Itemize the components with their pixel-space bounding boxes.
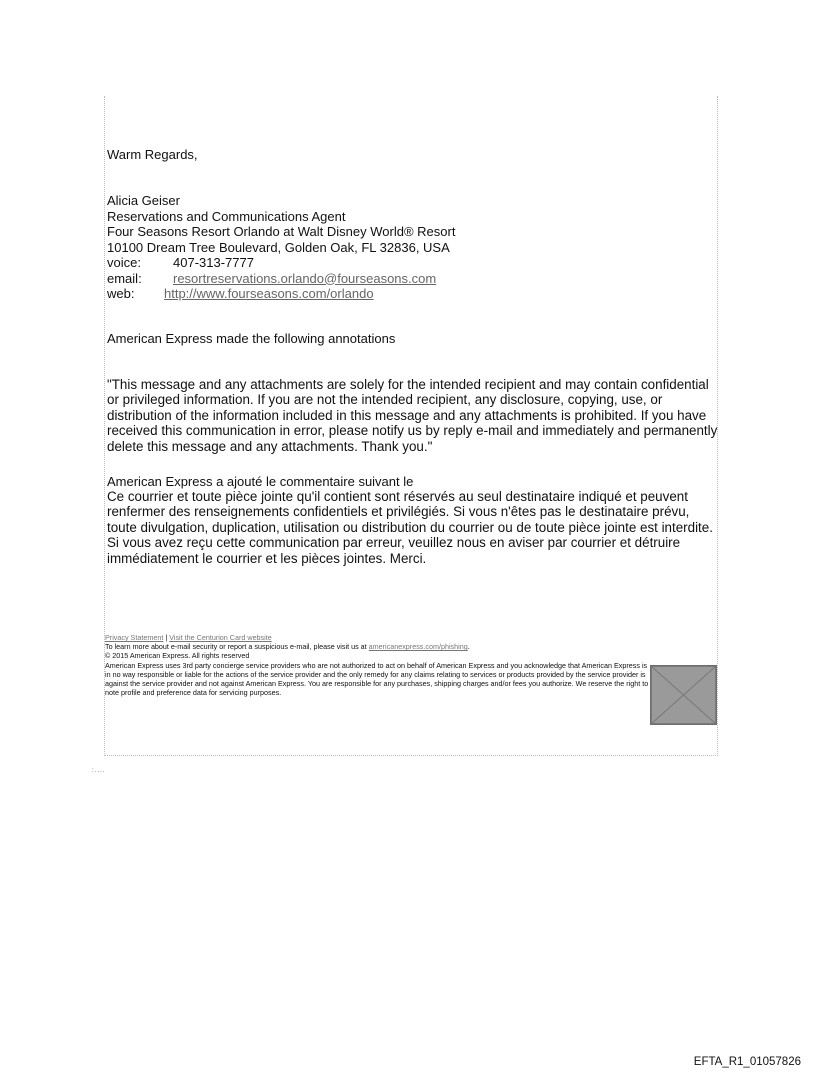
signature-company: Four Seasons Resort Orlando at Walt Disney World® Resort	[107, 224, 456, 239]
broken-image-placeholder	[650, 665, 717, 725]
footer-separator: |	[165, 633, 168, 642]
phishing-link[interactable]: americanexpress.com/phishing	[368, 642, 468, 652]
signature-web-row	[107, 286, 719, 302]
broken-image-icon	[651, 666, 716, 724]
annotation-heading-french: American Express a ajouté le commentaire suivant le	[107, 474, 414, 489]
stray-mark: :....	[92, 768, 106, 774]
centurion-card-link[interactable]: Visit the Centurion Card website	[169, 633, 272, 642]
web-link[interactable]: http://www.fourseasons.com/orlando	[164, 286, 374, 301]
signature-name: Alicia Geiser	[107, 193, 180, 208]
email-link[interactable]: resortreservations.orlando@fourseasons.com	[173, 270, 437, 286]
signature-address: 10100 Dream Tree Boulevard, Golden Oak, FL 32836, USA	[107, 239, 450, 255]
voice-value: 407-313-7777	[173, 255, 254, 270]
amex-footer	[105, 633, 650, 697]
disclaimer-english: "This message and any attachments are solely for the intended recipient and may contain confidential or privileged information. If you are not the intended recipient, any disclosure, copying, use, or distribution of the information included in this message and any attachments is prohibited. If you have received this communication in error, please notify us by reply e-mail and immediately and permanently delete this message and any attachments. Thank you."	[107, 377, 718, 454]
signature-voice-row	[107, 255, 719, 271]
footer-links-row	[105, 633, 650, 642]
disclaimer-french: Ce courrier et toute pièce jointe qu'il contient sont réservés au seul destinataire indiqué et peuvent renfermer des renseignements confidentiels et privilégiés. Si vous n'êtes pas le destinataire prévu, toute divulgation, duplication, utilisation ou distribution du courrier ou de toute pièce jointe est interdite. Si vous avez reçu cette communication par erreur, veuillez nous en aviser par courrier et détruire immédiatement le courrier et les pièces jointes. Merci.	[107, 489, 713, 566]
security-text: To learn more about e-mail security or report a suspicious e-mail, please visit us at	[105, 642, 367, 652]
signature-email-row	[107, 271, 719, 287]
concierge-notice: American Express uses 3rd party concierge service providers who are not authorized to act on behalf of American Express and you acknowledge that American Express is in no way responsible or liable for the actions of the service provider and the only remedy for any claims relating to services or products provided by the service provider is against the service provider and not against American Express. You are responsible for any purchases, shipping charges and/or fees you authorize. We reserve the right to note profile and preference data for servicing purposes.	[105, 660, 649, 698]
document-id: EFTA_R1_01057826	[693, 1056, 801, 1068]
privacy-statement-link[interactable]: Privacy Statement	[105, 633, 164, 642]
signature-title: Reservations and Communications Agent	[107, 208, 346, 224]
annotation-heading: American Express made the following annotations	[107, 331, 396, 346]
email-label: email:	[107, 270, 142, 286]
closing: Warm Regards,	[107, 147, 198, 162]
web-label: web:	[107, 286, 135, 301]
voice-label: voice:	[107, 255, 141, 270]
security-row	[105, 642, 650, 651]
security-text-suffix: .	[467, 642, 470, 652]
signature-block	[107, 193, 719, 302]
copyright: © 2015 American Express. All rights reserved	[105, 651, 250, 661]
